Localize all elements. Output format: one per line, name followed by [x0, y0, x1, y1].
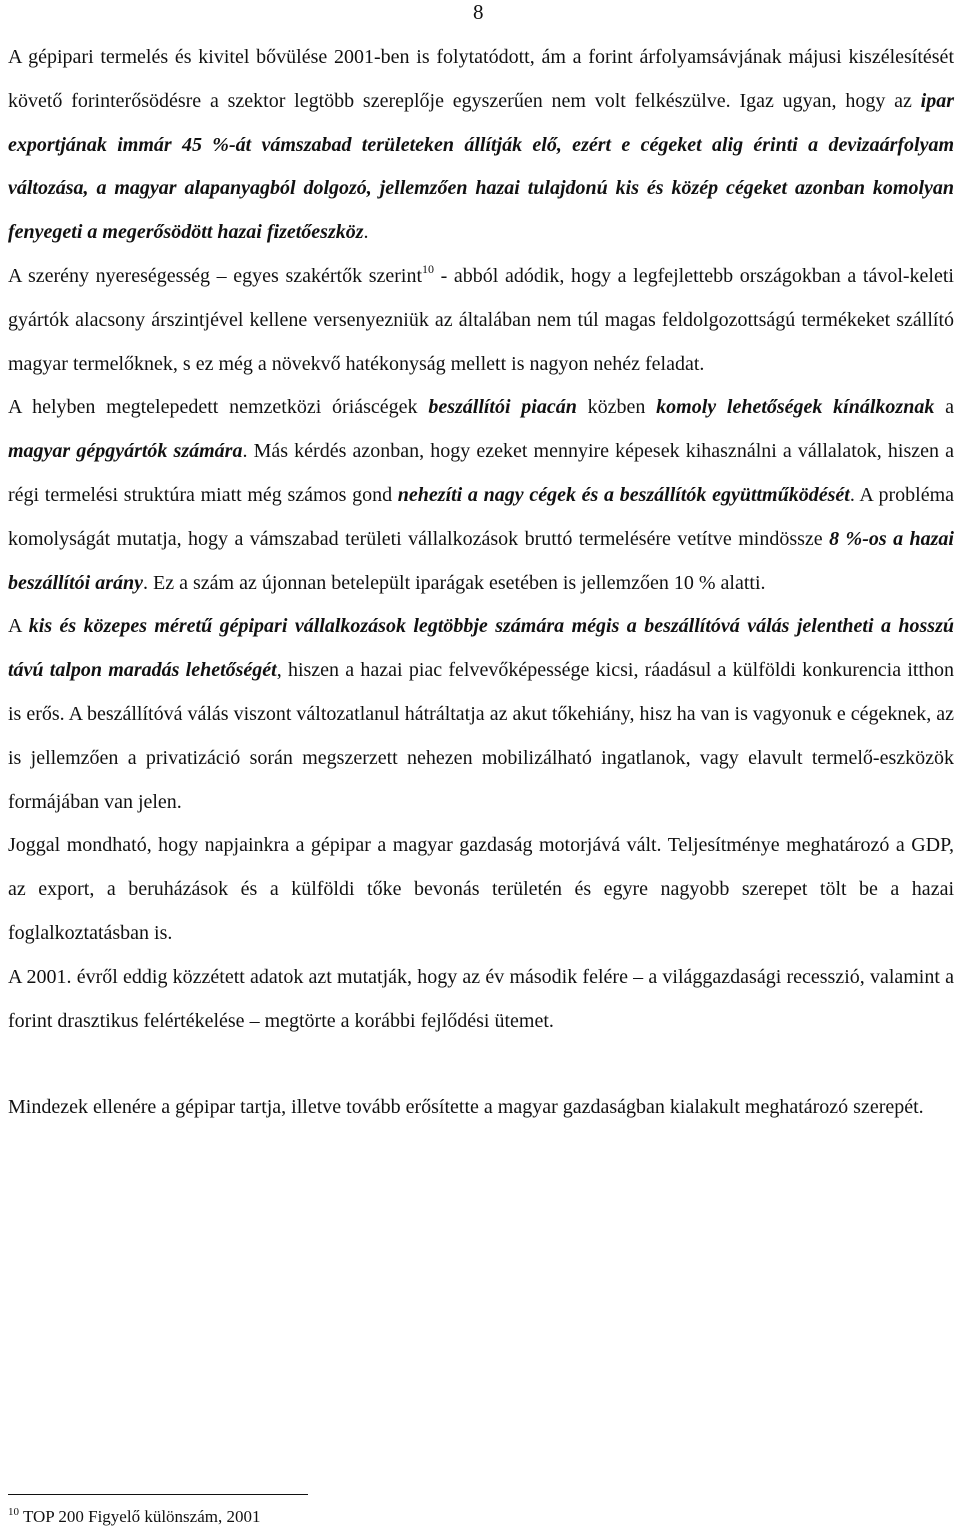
page-number: 8	[473, 0, 484, 24]
body-text: Mindezek ellenére a gépipar tartja, illetve tovább erősítette a magyar gazdaságban kialakult meghatározó szerepét.	[8, 1096, 924, 1119]
emphasis-text	[398, 484, 850, 506]
footnote-text: TOP 200 Figyelő különszám, 2001	[19, 1507, 261, 1526]
body-text: közben	[576, 396, 657, 419]
body-text: . Más kérdés azonban, hogy ezeket mennyire képesek kihasználni a vállalatok, hiszen a régi termelési struktúra miatt még számos gond	[8, 440, 954, 506]
body-text: - abból adódik, hogy a legfejlettebb országokban a távol-keleti gyártók alacsony árszintjével kellene versenyezniük az általában nem túl magas feldolgozottságú termékeket szállító magyar termelőknek, s ez még a növekvő hatékonyság mellett is nagyon nehéz feladat.	[8, 264, 954, 375]
body-text: Joggal mondható, hogy napjainkra a gépipar a magyar gazdaság motorjává vált. Teljesítménye meghatározó a GDP, az export, a beruházások és a külföldi tőke bevonás területén és egyre nagyobb szerepet tölt be a hazai foglalkoztatásban is.	[8, 834, 954, 944]
body-text: a	[934, 396, 954, 419]
paragraph	[8, 824, 954, 955]
footnote	[8, 1506, 260, 1528]
emphasis-text-inner: 8 %-os a hazai beszállítói arány	[8, 527, 954, 594]
body-text: A	[8, 615, 29, 638]
paragraph	[8, 386, 954, 605]
emphasis-text	[656, 396, 934, 418]
document-body	[8, 36, 954, 1130]
paragraph	[8, 255, 954, 386]
emphasis-text-inner: magyar gépgyártók számára	[8, 440, 243, 463]
emphasis-text	[8, 90, 954, 243]
body-text: . A probléma komolyságát mutatja, hogy a vámszabad területi vállalkozások bruttó termelésére vetítve mindössze	[8, 483, 954, 550]
body-text: , hiszen a hazai piac felvevőképessége kicsi, ráadásul a külföldi konkurencia itthon is erős. A beszállítóvá válás viszont változatlanul hátráltatja az akut tőkehiány, hisz ha van is vagyonuk e cégeknek, az is jellemzően a privatizáció során megszerzett nehezen mobilizálható ingatlanok, vagy elavult termelő-eszközök formájában van jelen.	[8, 659, 954, 813]
body-text: A szerény nyereségesség – egyes szakértők szerint	[8, 264, 423, 287]
body-text: A helyben megtelepedett nemzetközi óriáscégek	[8, 396, 429, 419]
body-text: A gépipari termelés és kivitel bővülése 2001-ben is folytatódott, ám a forint árfolyamsávjának májusi kiszélesítését követő forinterősödésre a szektor legtöbb szereplője egyszerűen nem volt felkészülve. Igaz ugyan, hogy az	[8, 46, 954, 112]
emphasis-text	[8, 440, 242, 462]
paragraph	[8, 605, 954, 824]
footnote-marker: 10	[8, 1506, 19, 1518]
body-text: A 2001. évről eddig közzétett adatok azt mutatják, hogy az év második felére – a világgazdasági recesszió, valamint a forint drasztikus felértékelése – megtörte a korábbi fejlődési ütemet.	[8, 965, 954, 1032]
emphasis-text-inner: kis és közepes méretű gépipari vállalkozások legtöbbje számára mégis a beszállítóvá válás jelentheti a hosszú távú talpon maradás lehetőségét	[8, 615, 954, 682]
emphasis-text-inner: beszállítói piacán	[428, 396, 577, 419]
footnote-reference: 10	[422, 261, 435, 276]
paragraph	[8, 1086, 954, 1130]
footnote-separator	[8, 1494, 308, 1495]
paragraph	[8, 36, 954, 255]
paragraph	[8, 956, 954, 1044]
emphasis-text	[428, 396, 577, 418]
body-text: .	[363, 221, 369, 244]
paragraph-gap	[8, 1043, 954, 1086]
emphasis-text-inner: ipar exportjának immár 45 %-át vámszabad területeken állítják elő, ezért e cégeket alig érinti a devizaárfolyam változása, a magyar alapanyagból dolgozó, jellemzően hazai tulajdonú kis és közép cégeket azonban komolyan fenyegeti a megerősödött hazai fizetőeszköz	[8, 89, 954, 244]
emphasis-text-inner: komoly lehetőségek kínálkoznak	[656, 396, 935, 419]
emphasis-text-inner: nehezíti a nagy cégek és a beszállítók együttműködését	[397, 483, 850, 506]
body-text: . Ez a szám az újonnan betelepült iparágak esetében is jellemzően 10 % alatti.	[143, 571, 766, 594]
